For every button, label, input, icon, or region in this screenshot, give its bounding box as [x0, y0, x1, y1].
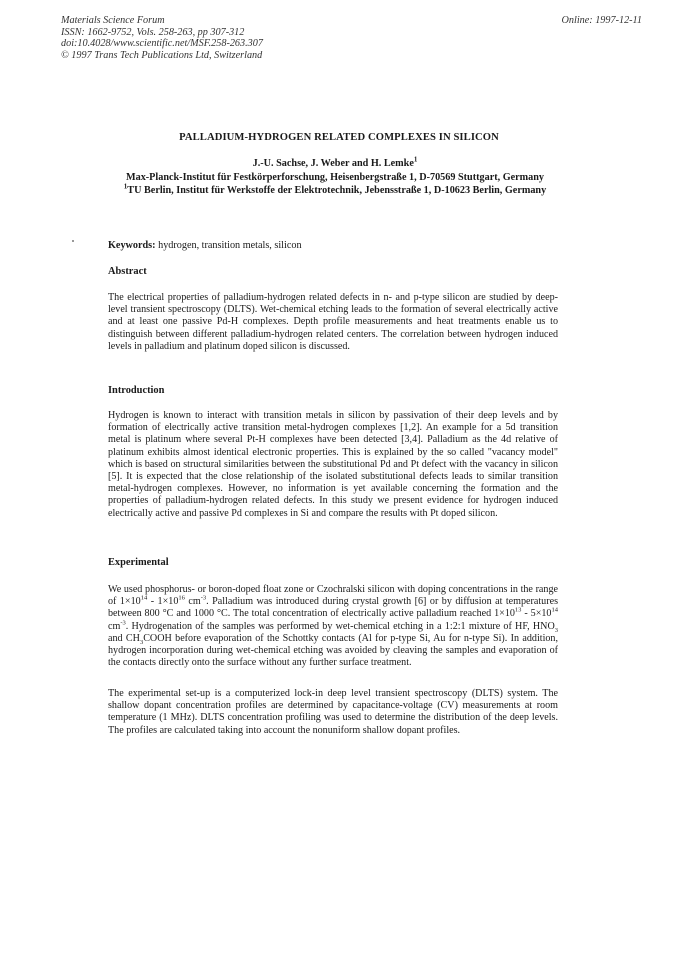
journal-header	[61, 15, 263, 61]
margin-dot	[72, 240, 74, 242]
keywords	[108, 240, 302, 251]
author-block	[100, 157, 570, 198]
abstract-heading: Abstract	[108, 266, 147, 277]
experimental-paragraph-1: We used phosphorus- or boron-doped float zone or Czochralski silicon with doping concentrations in the range of $1\times 10^{14} - 1\times 10^{16}$ $cm^{-3}$. Palladium was introduced during crystal growth [6] or by diffusion at temperatures between 800 °C and 1000 °C. The total concentration of electrically active palladium reached $1\times 10^{13} - 5\times 10^{14}$ $cm^{-3}$. Hydrogenation of the samples was performed by wet-chemical etching in a 1:2:1 mixture of HF, $HNO_3$ and $CH_3COOH$ before evaporation of the Schottky contacts (Al for p-type Si, Au for n-type Si). In addition, hydrogen incorporation during wet-chemical etching was avoided by cleaving the samples and evaporation of the contacts directly onto the surface without any further surface treatment.	[108, 584, 559, 669]
issn-line: ISSN: 1662-9752, Vols. 258-263, pp 307-312	[61, 26, 245, 38]
paper-title: PALLADIUM-HYDROGEN RELATED COMPLEXES IN SILICON	[179, 132, 499, 143]
journal-name: Materials Science Forum	[61, 15, 165, 26]
affiliation-2: $^1$TU Berlin, Institut für Werkstoffe der Elektrotechnik, Jebensstraße 1, D-10623 Berlin, Germany	[123, 183, 547, 197]
experimental-paragraph-2: The experimental set-up is a computerized lock-in deep level transient spectroscopy (DLTS) system. The shallow dopant concentration profiles are determined by capacitance-voltage (CV) measurements at room temperature (1 MHz). DLTS concentration profiling was used to determine the distribution of the deep levels. The profiles are calculated taking into account the nonuniform shallow dopant profiles.	[108, 688, 558, 736]
keywords-text: hydrogen, transition metals, silicon	[158, 240, 302, 251]
keywords-label: Keywords:	[108, 240, 156, 251]
online-date: Online: 1997-12-11	[561, 15, 642, 26]
affiliation-1: Max-Planck-Institut für Festkörperforschung, Heisenbergstraße 1, D-70569 Stuttgart, Germany	[125, 171, 545, 183]
copyright-line: © 1997 Trans Tech Publications Ltd, Switzerland	[61, 49, 263, 61]
abstract-text: The electrical properties of palladium-hydrogen related defects in n- and p-type silicon are studied by deep-level transient spectroscopy (DLTS). Wet-chemical etching leads to the formation of several electrically active and at least one passive Pd-H complexes. Depth profile measurements and heat treatments enable us to distinguish between different palladium-hydrogen related centers. The correlation between hydrogen induced levels in palladium and platinum doped silicon is discussed.	[108, 292, 558, 352]
doi-line[interactable]: doi:10.4028/www.scientific.net/MSF.258-263.307	[61, 38, 263, 50]
introduction-heading: Introduction	[108, 385, 165, 396]
author-names: J.-U. Sachse, J. Weber and H. Lemke$^1$	[252, 155, 418, 169]
introduction-text: Hydrogen is known to interact with transition metals in silicon by passivation of their deep levels and by formation of electrically active transition metal-hydrogen complexes [1,2]. An example for a 5d transition metal is platinum where several Pt-H complexes have been detected [3,4]. Palladium as the 4d relative of platinum exhibits almost identical electronic properties. This is explained by the so called "vacancy model" which is based on structural similarities between the substitutional Pd and Pt defect with the vacancy in silicon [5]. It is expected that the close relationship of the isolated substitutional defects leads to similar transition metal-hydrogen complexes. However, no information is yet available concerning the formation and the properties of palladium-hydrogen related defects. In this study we present evidence for hydrogen induced electrically active and passive Pd complexes in Si and compare the results with Pt doped silicon.	[108, 410, 558, 519]
experimental-heading: Experimental	[108, 557, 169, 568]
